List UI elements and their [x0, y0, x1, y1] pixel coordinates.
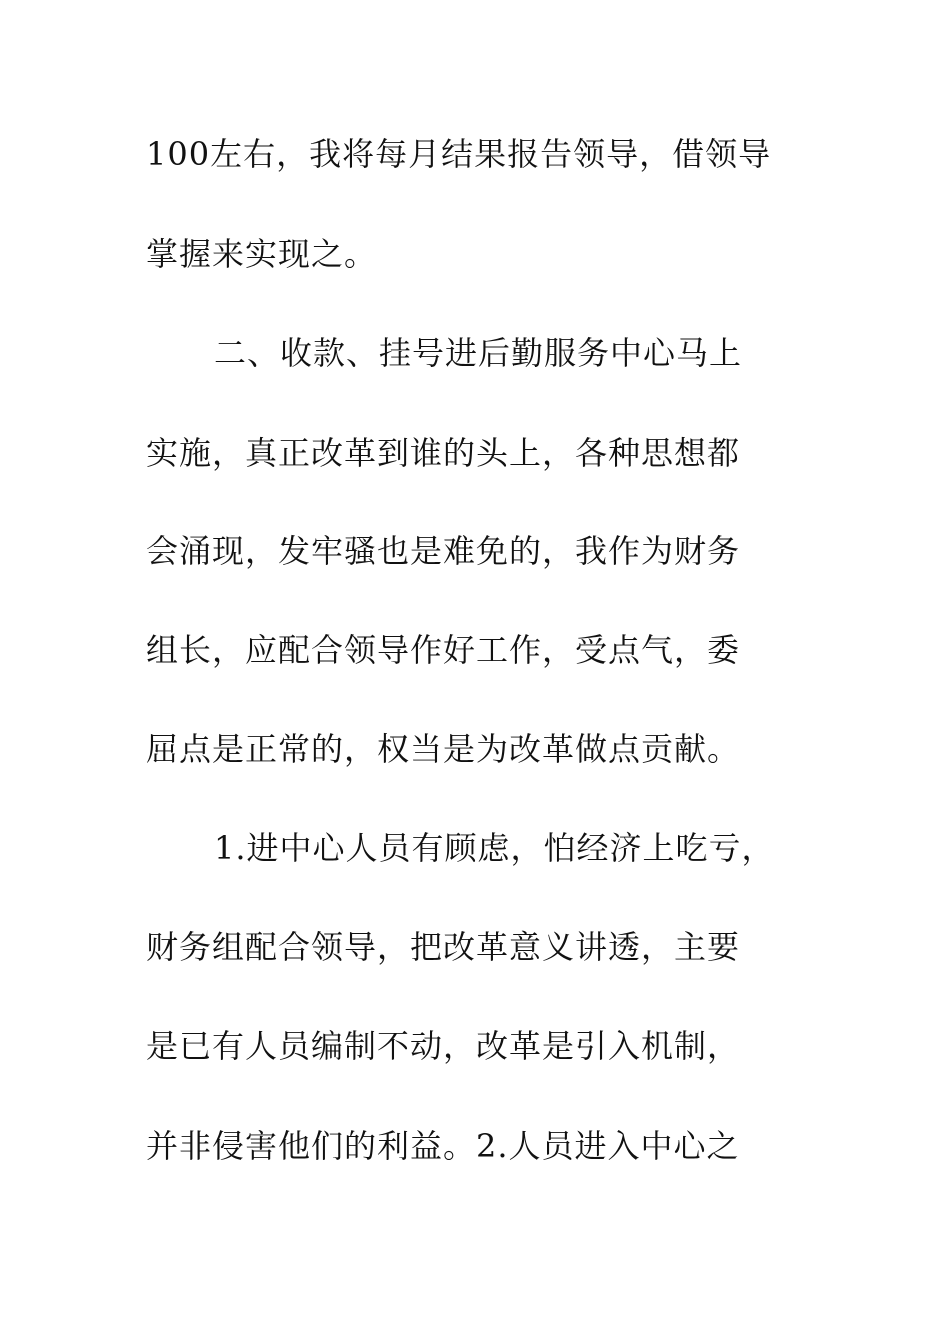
text-line-2: 掌握来实现之。: [146, 235, 378, 273]
text-line-7: 屈点是正常的，权当是为改革做点贡献。: [146, 730, 741, 768]
text-line-4: 实施，真正改革到谁的头上，各种思想都: [146, 434, 741, 472]
text-line-1: 100左右，我将每月结果报告领导，借领导: [146, 135, 772, 173]
text-line-11: 并非侵害他们的利益。2.人员进入中心之: [146, 1127, 740, 1165]
text-line-9: 财务组配合领导，把改革意义讲透，主要: [146, 928, 741, 966]
text-line-3-paragraph-start: 二、收款、挂号进后勤服务中心马上: [214, 334, 743, 372]
text-line-5: 会涌现，发牢骚也是难免的，我作为财务: [146, 532, 741, 570]
text-line-8-paragraph-start: 1.进中心人员有顾虑，怕经济上吃亏，: [214, 829, 775, 867]
text-line-6: 组长，应配合领导作好工作，受点气，委: [146, 631, 741, 669]
text-line-10: 是已有人员编制不动，改革是引入机制，: [146, 1027, 741, 1065]
